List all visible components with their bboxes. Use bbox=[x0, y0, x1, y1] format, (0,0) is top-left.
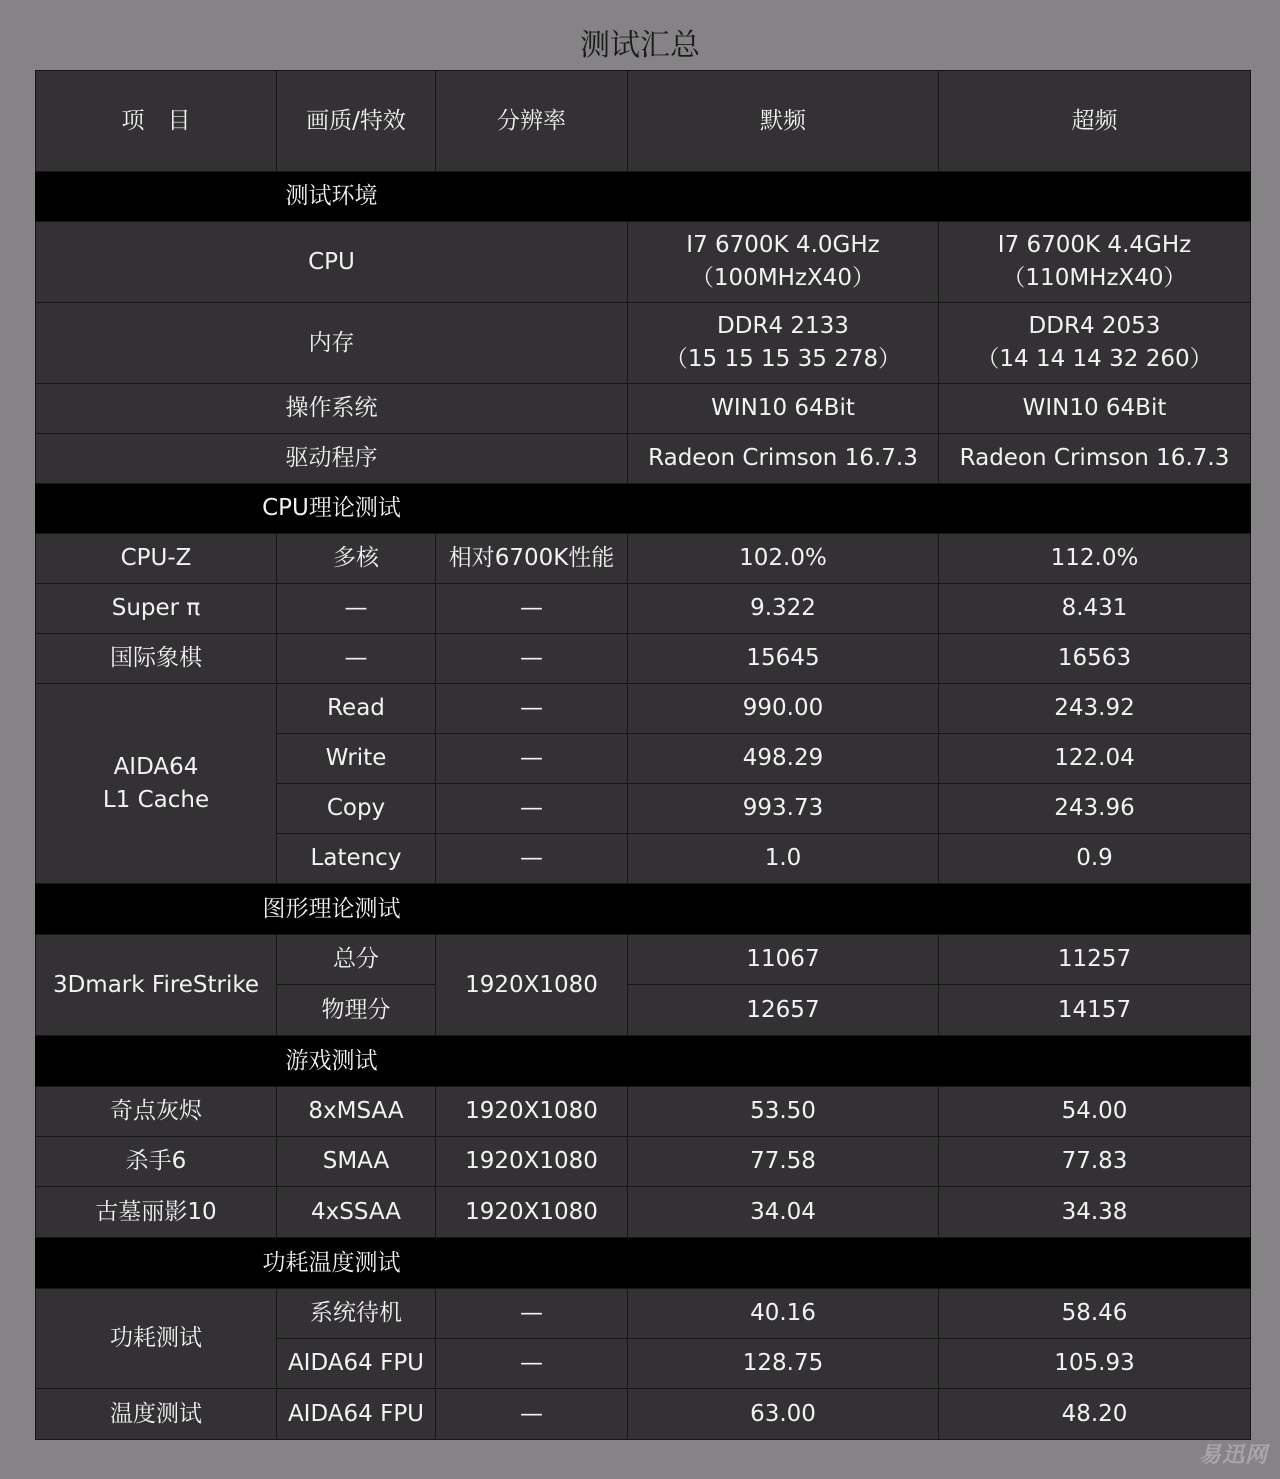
table-cell: 40.16 bbox=[628, 1289, 939, 1339]
table-cell: AIDA64 L1 Cache bbox=[36, 684, 277, 884]
table-cell: 系统待机 bbox=[277, 1289, 436, 1339]
table-cell: 1.0 bbox=[628, 834, 939, 884]
table-cell: Latency bbox=[277, 834, 436, 884]
table-cell: 功耗测试 bbox=[36, 1289, 277, 1389]
table-cell: SMAA bbox=[277, 1137, 436, 1187]
table-cell: 243.92 bbox=[939, 684, 1251, 734]
table-cell: 128.75 bbox=[628, 1339, 939, 1389]
empty-cell bbox=[628, 1036, 1251, 1087]
table-cell: Write bbox=[277, 734, 436, 784]
table-cell: 9.322 bbox=[628, 584, 939, 634]
table-cell: 77.58 bbox=[628, 1137, 939, 1187]
section-title: 功耗温度测试 bbox=[36, 1238, 628, 1289]
table-cell: AIDA64 FPU bbox=[277, 1389, 436, 1440]
table-cell: 48.20 bbox=[939, 1389, 1251, 1440]
table-cell: 102.0% bbox=[628, 534, 939, 584]
section-row bbox=[36, 1238, 1251, 1289]
section-row bbox=[36, 1036, 1251, 1087]
table-row bbox=[36, 1137, 1251, 1187]
table-cell: 内存 bbox=[36, 303, 628, 384]
table-cell: 498.29 bbox=[628, 734, 939, 784]
table-cell: 63.00 bbox=[628, 1389, 939, 1440]
table-cell: — bbox=[277, 634, 436, 684]
table-cell: 1920X1080 bbox=[436, 1187, 628, 1238]
table-cell: 总分 bbox=[277, 935, 436, 985]
empty-cell bbox=[628, 1238, 1251, 1289]
table-row bbox=[36, 1087, 1251, 1137]
table-cell: Copy bbox=[277, 784, 436, 834]
table-row bbox=[36, 1389, 1251, 1440]
table-cell: 1920X1080 bbox=[436, 935, 628, 1036]
test-summary-table bbox=[35, 70, 1251, 1440]
empty-cell bbox=[628, 484, 1251, 534]
table-cell: 12657 bbox=[628, 985, 939, 1036]
table-cell: WIN10 64Bit bbox=[939, 384, 1251, 434]
table-cell: 34.38 bbox=[939, 1187, 1251, 1238]
table-cell: 243.96 bbox=[939, 784, 1251, 834]
table-cell: Read bbox=[277, 684, 436, 734]
table-cell: 物理分 bbox=[277, 985, 436, 1036]
table-cell: 11257 bbox=[939, 935, 1251, 985]
table-cell: 122.04 bbox=[939, 734, 1251, 784]
table-cell: 温度测试 bbox=[36, 1389, 277, 1440]
table-cell: DDR4 2053 （14 14 14 32 260） bbox=[939, 303, 1251, 384]
table-row bbox=[36, 634, 1251, 684]
table-cell: 4xSSAA bbox=[277, 1187, 436, 1238]
table-cell: DDR4 2133 （15 15 15 35 278） bbox=[628, 303, 939, 384]
table-cell: — bbox=[277, 584, 436, 634]
table-cell: I7 6700K 4.4GHz （110MHzX40） bbox=[939, 222, 1251, 303]
table-cell: — bbox=[436, 784, 628, 834]
table-cell: CPU bbox=[36, 222, 628, 303]
table-cell: 多核 bbox=[277, 534, 436, 584]
table-cell: 16563 bbox=[939, 634, 1251, 684]
table-row bbox=[36, 303, 1251, 384]
watermark-logo: 易迅网 bbox=[1198, 1443, 1268, 1468]
section-title: CPU理论测试 bbox=[36, 484, 628, 534]
table-cell: 54.00 bbox=[939, 1087, 1251, 1137]
table-cell: — bbox=[436, 1339, 628, 1389]
table-cell: AIDA64 FPU bbox=[277, 1339, 436, 1389]
table-cell: 1920X1080 bbox=[436, 1087, 628, 1137]
table-cell: 奇点灰烬 bbox=[36, 1087, 277, 1137]
section-title: 图形理论测试 bbox=[36, 884, 628, 935]
table-row bbox=[36, 584, 1251, 634]
table-cell: 53.50 bbox=[628, 1087, 939, 1137]
table-cell: WIN10 64Bit bbox=[628, 384, 939, 434]
column-header: 分辨率 bbox=[436, 71, 628, 172]
table-cell: — bbox=[436, 1289, 628, 1339]
table-cell: 34.04 bbox=[628, 1187, 939, 1238]
table-cell: 77.83 bbox=[939, 1137, 1251, 1187]
table-cell: 11067 bbox=[628, 935, 939, 985]
section-title: 游戏测试 bbox=[36, 1036, 628, 1087]
table-cell: — bbox=[436, 684, 628, 734]
table-cell: 1920X1080 bbox=[436, 1137, 628, 1187]
table-cell: 国际象棋 bbox=[36, 634, 277, 684]
section-row bbox=[36, 172, 1251, 222]
empty-cell bbox=[628, 172, 1251, 222]
table-cell: — bbox=[436, 834, 628, 884]
table-cell: Radeon Crimson 16.7.3 bbox=[939, 434, 1251, 484]
table-cell: — bbox=[436, 1389, 628, 1440]
section-row bbox=[36, 884, 1251, 935]
table-row bbox=[36, 1187, 1251, 1238]
table-cell: 8.431 bbox=[939, 584, 1251, 634]
table-row bbox=[36, 534, 1251, 584]
table-cell: — bbox=[436, 634, 628, 684]
column-header: 超频 bbox=[939, 71, 1251, 172]
table-cell: 112.0% bbox=[939, 534, 1251, 584]
section-title: 测试环境 bbox=[36, 172, 628, 222]
table-cell: 993.73 bbox=[628, 784, 939, 834]
table-row bbox=[36, 384, 1251, 434]
table-cell: 驱动程序 bbox=[36, 434, 628, 484]
table-cell: 操作系统 bbox=[36, 384, 628, 434]
table-cell: — bbox=[436, 734, 628, 784]
table-cell: 3Dmark FireStrike bbox=[36, 935, 277, 1036]
table-cell: Super π bbox=[36, 584, 277, 634]
table-row bbox=[36, 935, 1251, 985]
table-row bbox=[36, 684, 1251, 734]
table-cell: 0.9 bbox=[939, 834, 1251, 884]
page-title: 测试汇总 bbox=[580, 28, 700, 63]
table-cell: 杀手6 bbox=[36, 1137, 277, 1187]
table-cell: I7 6700K 4.0GHz （100MHzX40） bbox=[628, 222, 939, 303]
table-cell: 105.93 bbox=[939, 1339, 1251, 1389]
table-cell: — bbox=[436, 584, 628, 634]
column-header: 项 目 bbox=[36, 71, 277, 172]
header-row bbox=[36, 71, 1251, 172]
column-header: 默频 bbox=[628, 71, 939, 172]
table-cell: CPU-Z bbox=[36, 534, 277, 584]
table-cell: 14157 bbox=[939, 985, 1251, 1036]
table-cell: 990.00 bbox=[628, 684, 939, 734]
section-row bbox=[36, 484, 1251, 534]
table-row bbox=[36, 222, 1251, 303]
column-header: 画质/特效 bbox=[277, 71, 436, 172]
table-row bbox=[36, 1289, 1251, 1339]
table-cell: 15645 bbox=[628, 634, 939, 684]
table-cell: Radeon Crimson 16.7.3 bbox=[628, 434, 939, 484]
table-cell: 58.46 bbox=[939, 1289, 1251, 1339]
table-cell: 相对6700K性能 bbox=[436, 534, 628, 584]
table-cell: 古墓丽影10 bbox=[36, 1187, 277, 1238]
empty-cell bbox=[628, 884, 1251, 935]
table-cell: 8xMSAA bbox=[277, 1087, 436, 1137]
table-row bbox=[36, 434, 1251, 484]
